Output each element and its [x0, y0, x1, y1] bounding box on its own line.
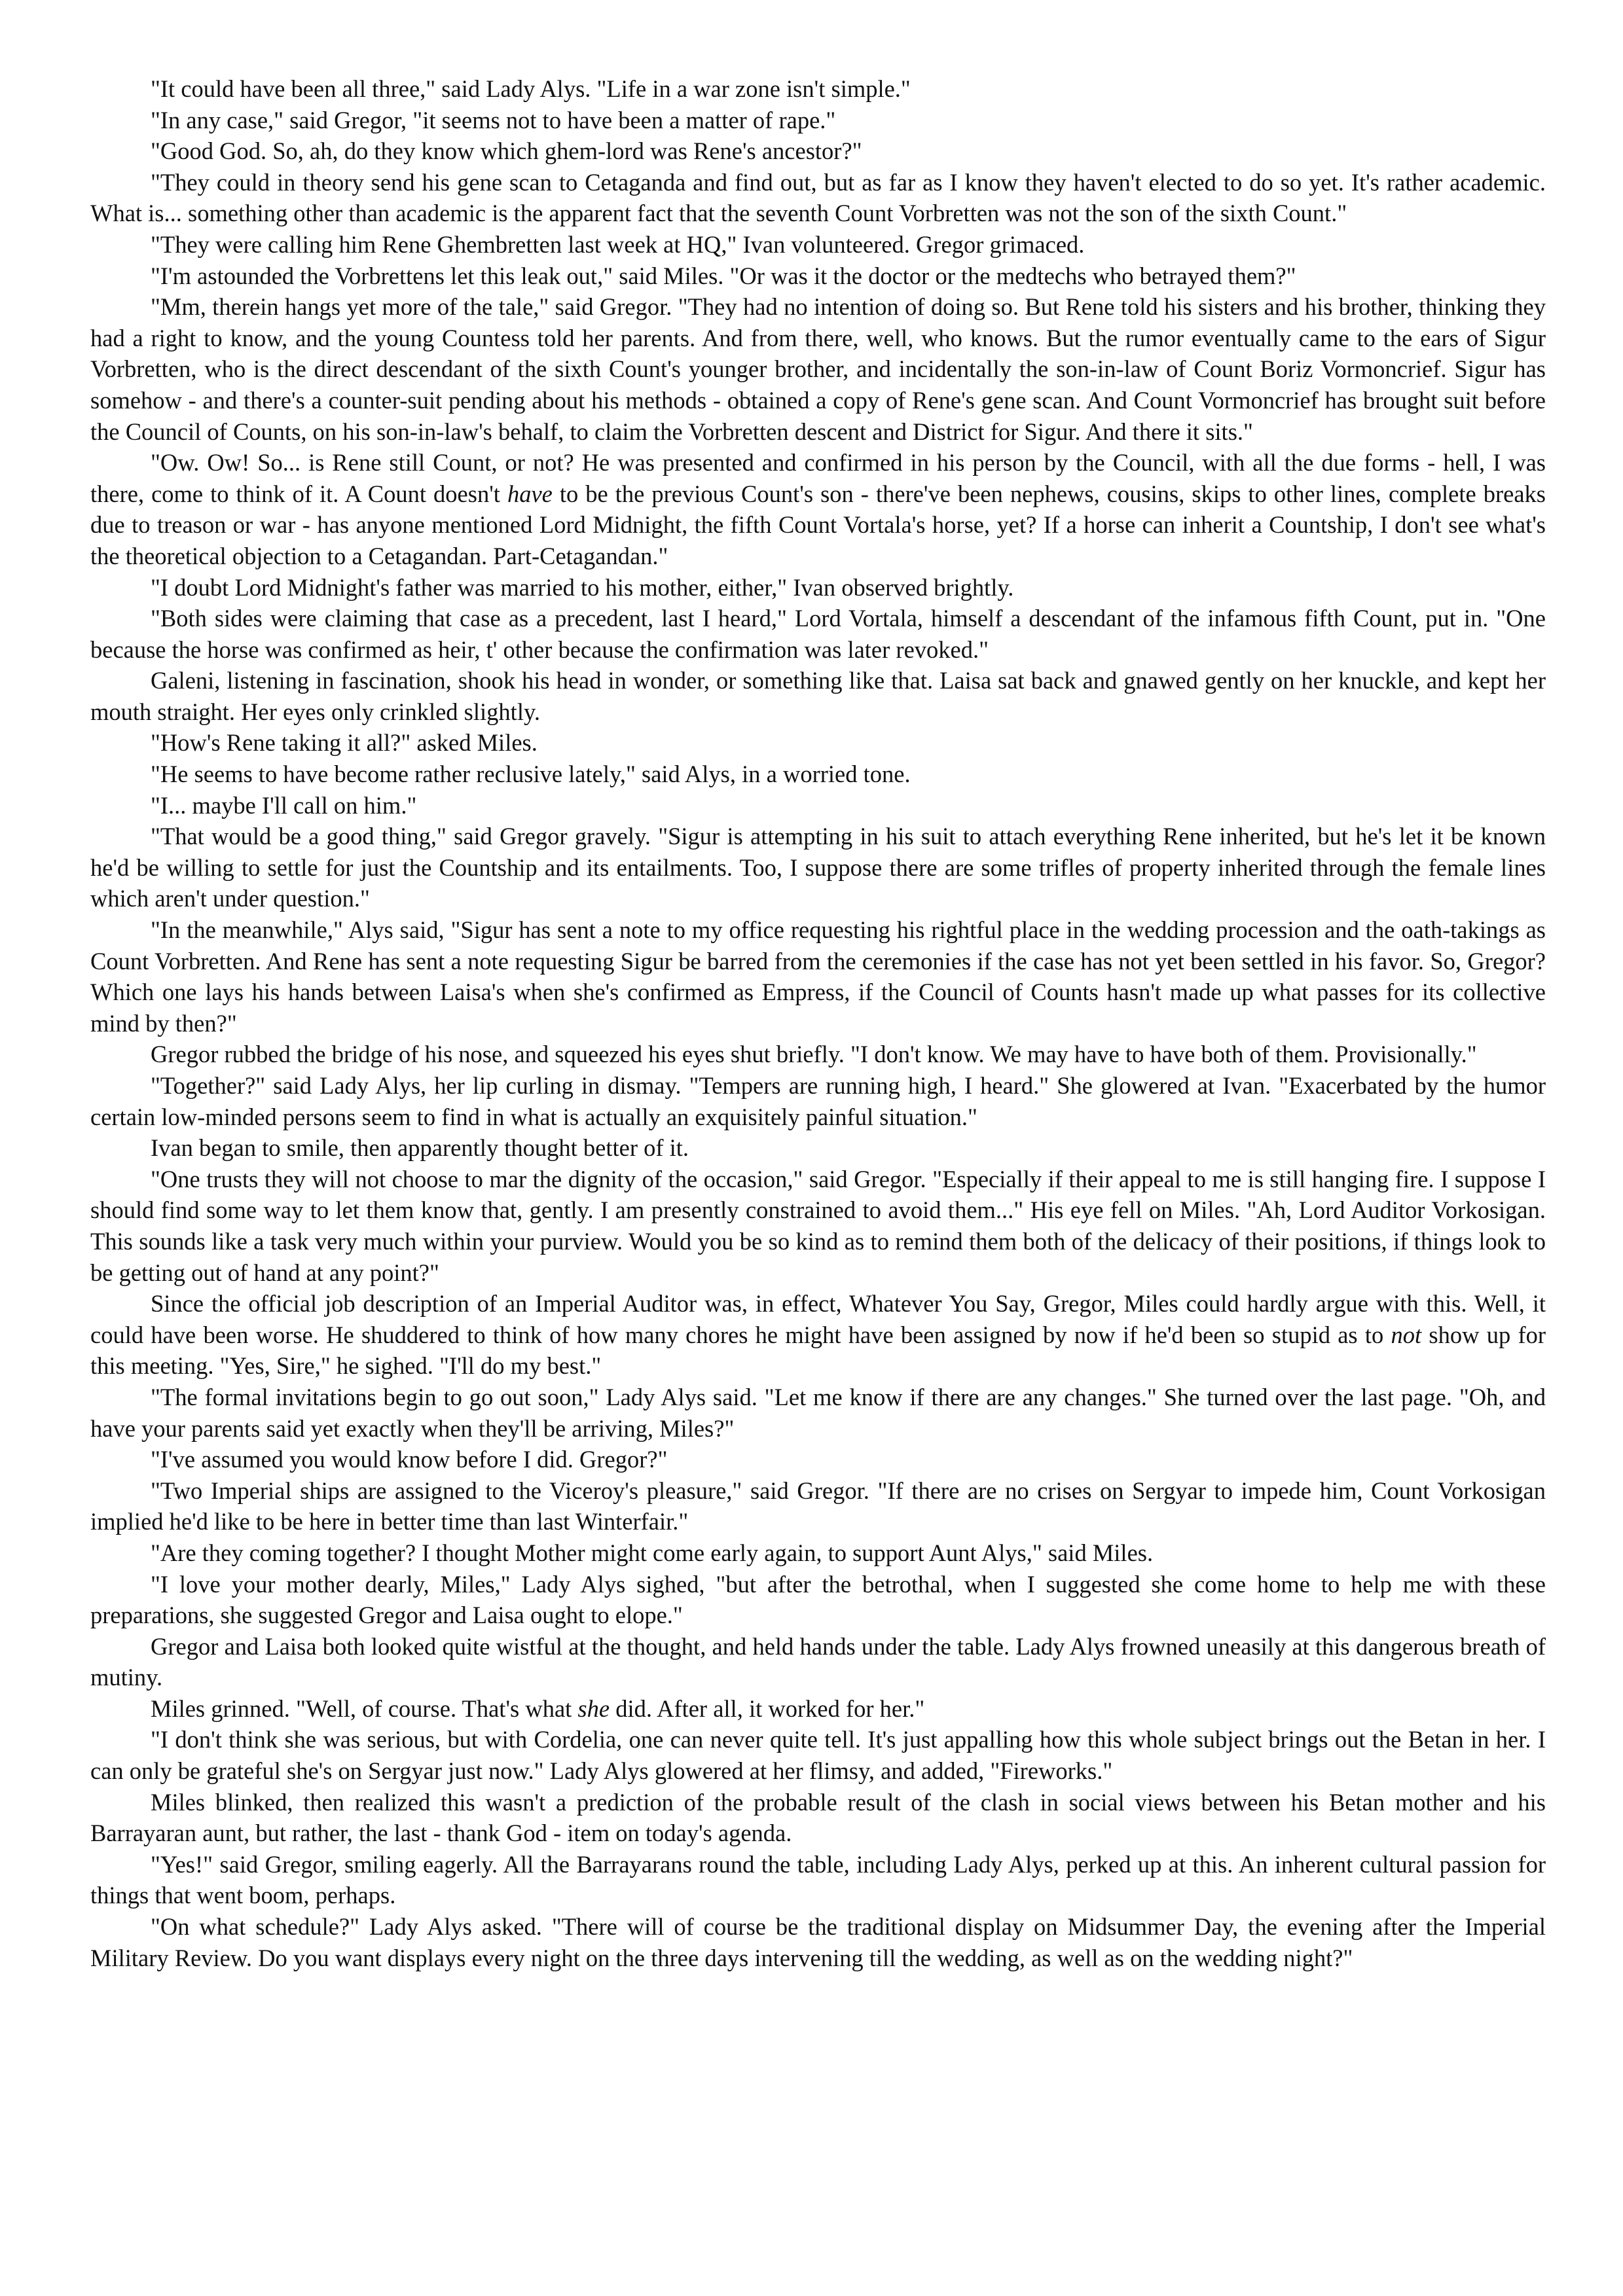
- paragraph: [90, 1475, 1546, 1537]
- paragraph: [90, 291, 1546, 447]
- paragraph-text: Galeni, listening in fascination, shook his head in wonder, or something like that. Laisa sat back and gnawed gently on her knuckle, and kept her mouth straight. Her eyes only crinkled slightly.: [90, 667, 1546, 725]
- paragraph: [90, 727, 1546, 759]
- paragraph: [90, 821, 1546, 914]
- paragraph-text: "I doubt Lord Midnight's father was married to his mother, either," Ivan observed brightly.: [151, 573, 1014, 601]
- paragraph-text: "One trusts they will not choose to mar the dignity of the occasion," said Gregor. "Especially if their appeal to me is still hanging fire. I suppose I should find some way to let them know that, gently. I am presently constrained to avoid them..." His eye fell on Miles. "Ah, Lord Auditor Vorkosigan. This sounds like a task very much within your purview. Would you be so kind as to remind them both of the delicacy of their positions, if things look to be getting out of hand at any point?": [90, 1165, 1546, 1286]
- paragraph-text: Ivan began to smile, then apparently thought better of it.: [151, 1134, 689, 1162]
- paragraph-text: "How's Rene taking it all?" asked Miles.: [151, 729, 538, 757]
- paragraph: [90, 1724, 1546, 1786]
- paragraph: [90, 1693, 1546, 1725]
- paragraph: [90, 1164, 1546, 1288]
- paragraph-text: "They could in theory send his gene scan to Cetaganda and find out, but as far as I know they haven't elected to do so yet. It's rather academic. What is... something other than academic is the apparent fact that the seventh Count Vorbretten was not the son of the sixth Count.": [90, 168, 1546, 227]
- paragraph-text: "Mm, therein hangs yet more of the tale," said Gregor. "They had no intention of doing so. But Rene told his sisters and his brother, thinking they had a right to know, and the young Countess told her parents. And from there, well, who knows. But the rumor eventually came to the ears of Sigur Vorbretten, who is the direct descendant of the sixth Count's younger brother, and incidentally the son-in-law of Count Boriz Vormoncrief. Sigur has somehow - and there's a counter-suit pending about his methods - obtained a copy of Rene's gene scan. And Count Vormoncrief has brought suit before the Council of Counts, on his son-in-law's behalf, to claim the Vorbretten descent and District for Sigur. And there it sits.": [90, 293, 1546, 445]
- paragraph: [90, 447, 1546, 571]
- paragraph-text: "I'm astounded the Vorbrettens let this leak out," said Miles. "Or was it the doctor or the medtechs who betrayed them?": [151, 262, 1296, 289]
- paragraph-text: Miles grinned. "Well, of course. That's what: [151, 1695, 578, 1722]
- paragraph: [90, 1787, 1546, 1849]
- paragraph: [90, 105, 1546, 136]
- paragraph-text: "Both sides were claiming that case as a precedent, last I heard," Lord Vortala, himself a descendant of the infamous fifth Count, put in. "One because the horse was confirmed as heir, t' other because the confirmation was later revoked.": [90, 605, 1546, 663]
- paragraph-text: "On what schedule?" Lady Alys asked. "There will of course be the traditional display on Midsummer Day, the evening after the Imperial Military Review. Do you want displays every night on the three days intervening till the wedding, as well as on the wedding night?": [90, 1913, 1546, 1971]
- paragraph: [90, 665, 1546, 727]
- paragraph-text: "I love your mother dearly, Miles," Lady Alys sighed, "but after the betrothal, when I suggested she come home to help me with these preparations, she suggested Gregor and Laisa ought to elope.": [90, 1570, 1546, 1629]
- paragraph-text: to be the previous Count's son - there've been nephews, cousins, skips to other lines, complete breaks due to treason or war - has anyone mentioned Lord Midnight, the fifth Count Vortala's horse, yet? If a horse can inherit a Countship, I don't see what's the theoretical objection to a Cetagandan. Part-Cetagandan.": [90, 480, 1546, 569]
- paragraph: [90, 73, 1546, 105]
- paragraph-text: "Ow. Ow! So... is Rene still Count, or not? He was presented and confirmed in his person by the Council, with all the due forms - hell, I was there, come to think of it. A Count doesn't: [90, 449, 1546, 507]
- paragraph-text: did. After all, it worked for her.": [610, 1695, 925, 1722]
- emphasis-text: she: [577, 1695, 610, 1722]
- paragraph: [90, 1039, 1546, 1070]
- paragraph: [90, 1132, 1546, 1164]
- page-text: [90, 73, 1546, 1973]
- paragraph: [90, 260, 1546, 292]
- paragraph-text: "I... maybe I'll call on him.": [151, 791, 417, 819]
- paragraph: [90, 914, 1546, 1039]
- paragraph: [90, 1444, 1546, 1475]
- emphasis-text: have: [507, 480, 553, 507]
- paragraph: [90, 1849, 1546, 1911]
- paragraph: [90, 1070, 1546, 1132]
- paragraph-text: Gregor rubbed the bridge of his nose, and squeezed his eyes shut briefly. "I don't know. We may have to have both of them. Provisionally.": [151, 1041, 1477, 1068]
- paragraph: [90, 603, 1546, 665]
- paragraph-text: "I've assumed you would know before I did. Gregor?": [151, 1446, 668, 1473]
- paragraph-text: Miles blinked, then realized this wasn't a prediction of the probable result of the clash in social views between his Betan mother and his Barrayaran aunt, but rather, the last - thank God - item on today's agenda.: [90, 1788, 1546, 1847]
- paragraph-text: Since the official job description of an Imperial Auditor was, in effect, Whatever You Say, Gregor, Miles could hardly argue with this. Well, it could have been worse. He shuddered to think of how many chores he might have been assigned by now if he'd been so stupid as to: [90, 1290, 1546, 1348]
- paragraph-text: "In the meanwhile," Alys said, "Sigur has sent a note to my office requesting his rightful place in the wedding procession and the oath-takings as Count Vorbretten. And Rene has sent a note requesting Sigur be barred from the ceremonies if the case has not yet been settled in his favor. So, Gregor? Which one lays his hands between Laisa's when she's confirmed as Empress, if the Council of Counts hasn't made up what passes for its collective mind by then?": [90, 916, 1546, 1037]
- paragraph: [90, 1911, 1546, 1973]
- paragraph-text: Gregor and Laisa both looked quite wistful at the thought, and held hands under the table. Lady Alys frowned uneasily at this dangerous breath of mutiny.: [90, 1632, 1546, 1691]
- paragraph-text: "It could have been all three," said Lady Alys. "Life in a war zone isn't simple.": [151, 75, 911, 102]
- paragraph: [90, 1631, 1546, 1693]
- emphasis-text: not: [1391, 1321, 1422, 1348]
- paragraph: [90, 229, 1546, 260]
- paragraph: [90, 1382, 1546, 1444]
- paragraph-text: "I don't think she was serious, but with Cordelia, one can never quite tell. It's just appalling how this whole subject brings out the Betan in her. I can only be grateful she's on Sergyar just now." Lady Alys glowered at her flimsy, and added, "Fireworks.": [90, 1726, 1546, 1785]
- paragraph: [90, 759, 1546, 790]
- paragraph: [90, 135, 1546, 167]
- paragraph-text: "He seems to have become rather reclusive lately," said Alys, in a worried tone.: [151, 761, 911, 788]
- paragraph-text: "They were calling him Rene Ghembretten last week at HQ," Ivan volunteered. Gregor grimaced.: [151, 230, 1085, 258]
- paragraph: [90, 1537, 1546, 1569]
- paragraph-text: "The formal invitations begin to go out soon," Lady Alys said. "Let me know if there are any changes." She turned over the last page. "Oh, and have your parents said yet exactly when they'll be arriving, Miles?": [90, 1383, 1546, 1442]
- paragraph: [90, 167, 1546, 229]
- paragraph: [90, 790, 1546, 821]
- paragraph: [90, 1569, 1546, 1631]
- paragraph-text: "Are they coming together? I thought Mother might come early again, to support Aunt Alys," said Miles.: [151, 1539, 1154, 1566]
- paragraph-text: "Together?" said Lady Alys, her lip curling in dismay. "Tempers are running high, I heard." She glowered at Ivan. "Exacerbated by the humor certain low-minded persons seem to find in what is actually an exquisitely painful situation.": [90, 1072, 1546, 1130]
- paragraph-text: "That would be a good thing," said Gregor gravely. "Sigur is attempting in his suit to attach everything Rene inherited, but he's let it be known he'd be willing to settle for just the Countship and its entailments. Too, I suppose there are some trifles of property inherited through the female lines which aren't under question.": [90, 823, 1546, 912]
- paragraph-text: "In any case," said Gregor, "it seems not to have been a matter of rape.": [151, 106, 836, 134]
- paragraph-text: "Two Imperial ships are assigned to the Viceroy's pleasure," said Gregor. "If there are no crises on Sergyar to impede him, Count Vorkosigan implied he'd like to be here in better time than last Winterfair.": [90, 1477, 1546, 1535]
- paragraph-text: "Yes!" said Gregor, smiling eagerly. All the Barrayarans round the table, including Lady Alys, perked up at this. An inherent cultural passion for things that went boom, perhaps.: [90, 1850, 1546, 1909]
- paragraph-text: "Good God. So, ah, do they know which ghem-lord was Rene's ancestor?": [151, 137, 862, 165]
- paragraph-text: show up for this meeting. "Yes, Sire," he sighed. "I'll do my best.": [90, 1321, 1546, 1380]
- paragraph: [90, 572, 1546, 603]
- paragraph: [90, 1288, 1546, 1382]
